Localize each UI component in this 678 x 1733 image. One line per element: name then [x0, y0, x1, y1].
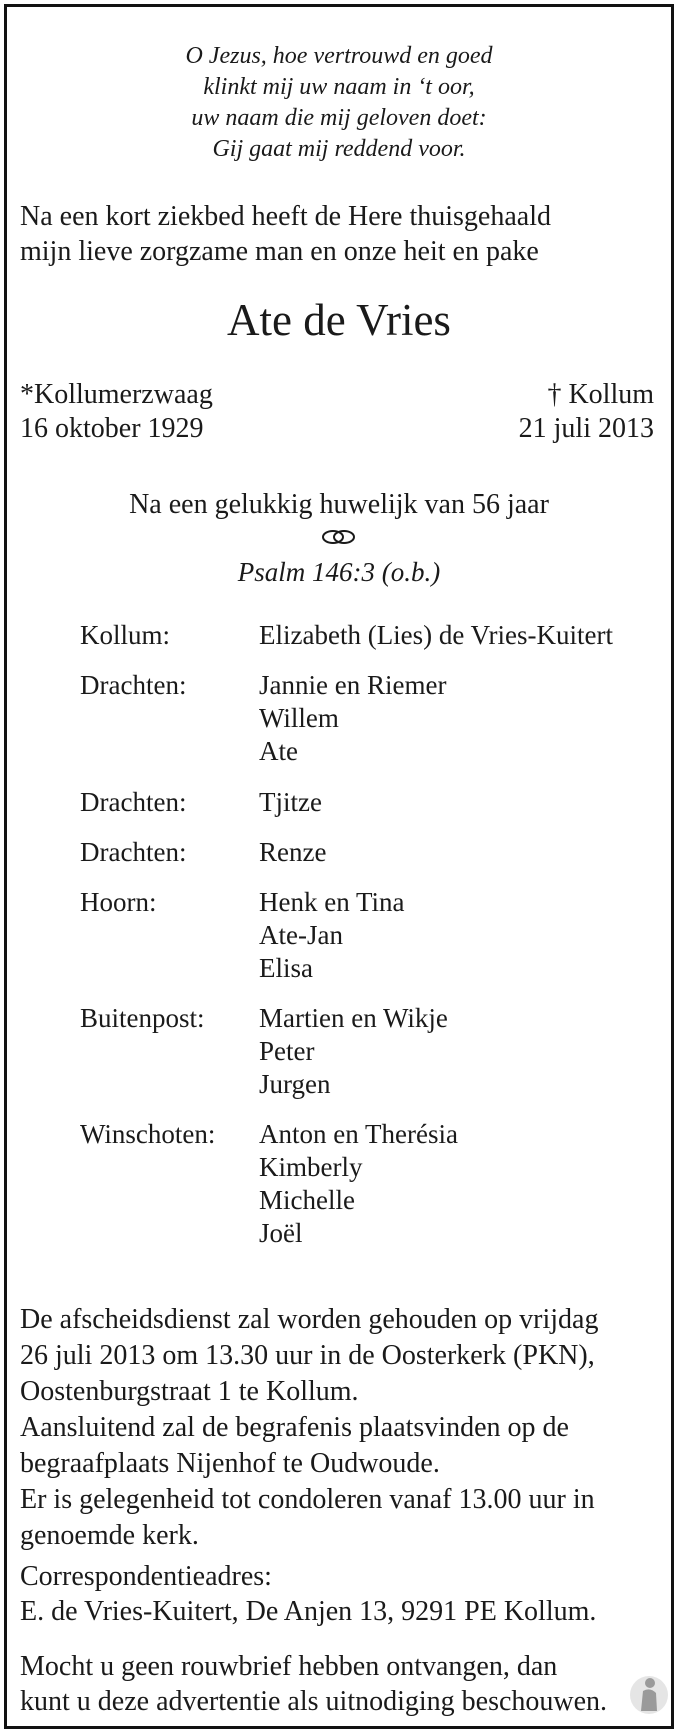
- poem: [7, 41, 671, 165]
- family-member: Martien en Wikje: [259, 1003, 448, 1033]
- correspondence-line: E. de Vries-Kuitert, De Anjen 13, 9291 PE Kollum.: [20, 1596, 597, 1627]
- family-place: Drachten:: [80, 837, 187, 867]
- family-place: Buitenpost:: [80, 1003, 205, 1033]
- family-place: Winschoten:: [80, 1119, 216, 1149]
- family-names: [259, 886, 405, 985]
- family-names: [259, 836, 326, 869]
- family-names: [259, 1118, 458, 1250]
- family-member: Henk en Tina: [259, 887, 405, 917]
- family-member: Joël: [259, 1218, 303, 1248]
- birth-info: [20, 378, 213, 446]
- family-member: Elisa: [259, 953, 313, 983]
- marriage-text: Na een gelukkig huwelijk van 56 jaar: [129, 489, 549, 520]
- family-member: Renze: [259, 837, 327, 867]
- closing-line: Mocht u geen rouwbrief hebben ontvangen, dan: [20, 1651, 558, 1682]
- correspondence-label: Correspondentieadres:: [20, 1561, 272, 1592]
- poem-line: O Jezus, hoe vertrouwd en goed: [185, 43, 493, 69]
- closing-line: kunt u deze advertentie als uitnodiging beschouwen.: [20, 1686, 608, 1717]
- family-member: Jurgen: [259, 1069, 331, 1099]
- service-line: De afscheidsdienst zal worden gehouden op vrijdag: [20, 1304, 599, 1335]
- service-line: Er is gelegenheid tot condoleren vanaf 13.00 uur in: [20, 1484, 595, 1515]
- family-member: Anton en Therésia: [259, 1119, 458, 1149]
- family-member: Willem: [259, 703, 339, 733]
- family-names: [259, 786, 322, 819]
- poem-line: klinkt mij uw naam in ‘t oor,: [203, 74, 475, 100]
- death-date: 21 juli 2013: [518, 413, 654, 444]
- family-member: Elizabeth (Lies) de Vries-Kuitert: [259, 620, 613, 650]
- family-names: [259, 669, 446, 768]
- closing-text: [20, 1649, 607, 1719]
- service-line: Aansluitend zal de begrafenis plaatsvinden op de: [20, 1412, 569, 1443]
- service-info: [20, 1302, 598, 1554]
- psalm-reference: Psalm 146:3 (o.b.): [237, 557, 441, 587]
- intro-line: Na een kort ziekbed heeft de Here thuisgehaald: [20, 201, 551, 232]
- intro-line: mijn lieve zorgzame man en onze heit en pake: [20, 236, 539, 267]
- poem-line: Gij gaat mij reddend voor.: [212, 136, 466, 162]
- family-member: Michelle: [259, 1185, 355, 1215]
- correspondence-address: [20, 1559, 596, 1629]
- family-member: Ate: [259, 736, 298, 766]
- family-member: Tjitze: [259, 787, 322, 817]
- wedding-rings-icon: [321, 529, 357, 550]
- family-member: Peter: [259, 1036, 315, 1066]
- service-line: genoemde kerk.: [20, 1520, 199, 1551]
- family-member: Kimberly: [259, 1152, 363, 1182]
- birth-place: *Kollumerzwaag: [20, 379, 213, 410]
- mourning-figure-icon: [629, 1671, 669, 1719]
- deceased-name: Ate de Vries: [227, 295, 451, 345]
- family-place: Drachten:: [80, 787, 187, 817]
- service-line: 26 juli 2013 om 13.30 uur in de Oosterkerk (PKN),: [20, 1340, 595, 1371]
- family-place: Kollum:: [80, 620, 171, 650]
- service-line: Oostenburgstraat 1 te Kollum.: [20, 1376, 359, 1407]
- service-line: begraafplaats Nijenhof te Oudwoude.: [20, 1448, 440, 1479]
- family-names: [259, 619, 613, 652]
- poem-line: uw naam die mij geloven doet:: [191, 105, 487, 131]
- death-place: † Kollum: [547, 379, 654, 410]
- family-place: Hoorn:: [80, 887, 157, 917]
- family-member: Jannie en Riemer: [259, 670, 447, 700]
- family-names: [259, 1002, 448, 1101]
- birth-date: 16 oktober 1929: [20, 413, 204, 444]
- family-place: Drachten:: [80, 670, 187, 700]
- death-info: [519, 378, 654, 446]
- obituary-frame: [4, 4, 674, 1729]
- intro-text: [20, 199, 551, 269]
- family-member: Ate-Jan: [259, 920, 343, 950]
